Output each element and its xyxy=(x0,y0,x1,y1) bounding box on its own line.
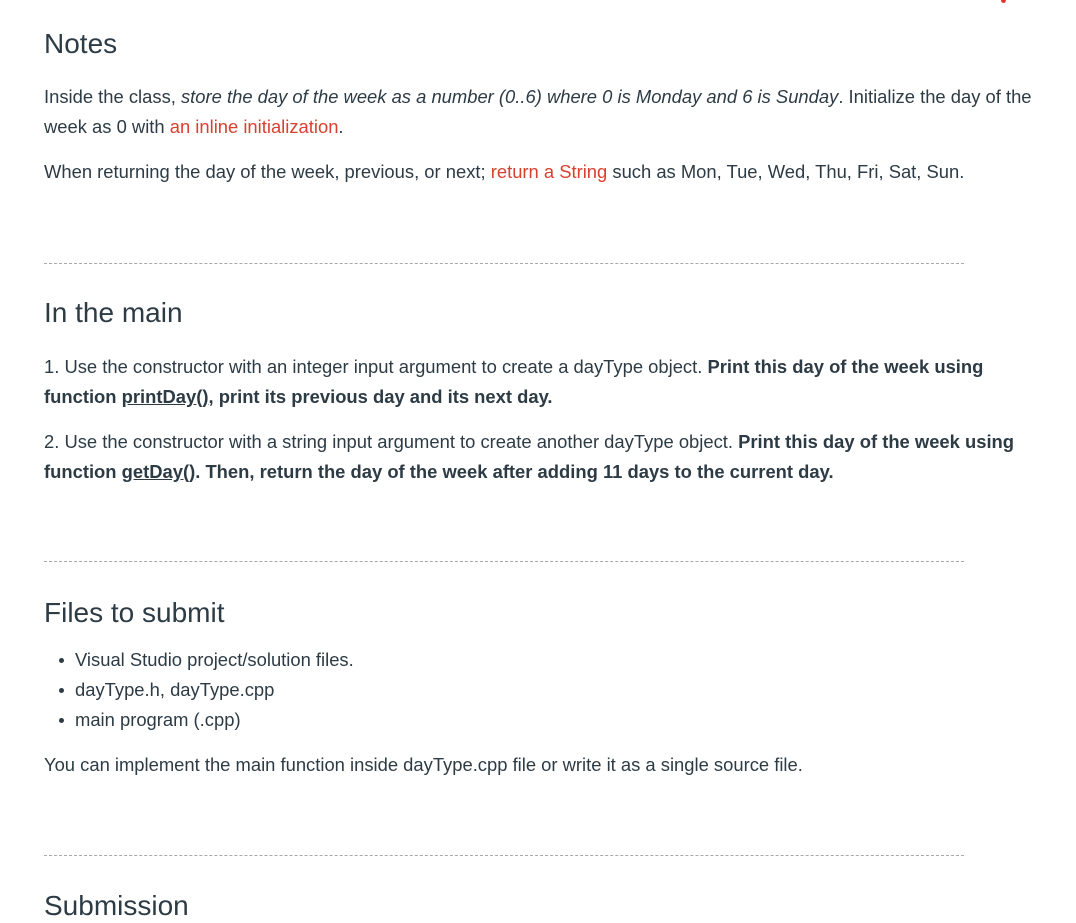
inline-initialization-highlight: an inline initialization xyxy=(169,116,339,137)
getday-function-name: getDay() xyxy=(121,461,196,482)
printday-function-name: printDay() xyxy=(121,386,209,407)
section-divider-2 xyxy=(44,561,964,562)
section-divider-3 xyxy=(44,855,964,856)
section-divider-1 xyxy=(44,263,964,264)
red-mark-dot xyxy=(1001,0,1006,3)
notes-heading: Notes xyxy=(44,28,118,59)
notes-paragraph-2: When returning the day of the week, previous, or next; return a String such as Mon, Tue, Wed, Thu, Fri, Sat, Sun. xyxy=(44,161,965,182)
list-item: main program (.cpp) xyxy=(44,705,354,735)
notes-paragraph-1-line-1: Inside the class, store the day of the week as a number (0..6) where 0 is Monday and 6 is Sunday. Initialize the day of the xyxy=(44,86,1032,107)
files-note: You can implement the main function inside dayType.cpp file or write it as a single source file. xyxy=(44,754,803,775)
main-item-2-line-1: 2. Use the constructor with a string input argument to create another dayType object. Print this day of the week using xyxy=(44,431,1015,452)
notes-paragraph-1-line-2: week as 0 with an inline initialization. xyxy=(44,116,344,137)
list-item: dayType.h, dayType.cpp xyxy=(44,675,354,705)
main-item-2-line-2: function getDay(). Then, return the day of the week after adding 11 days to the current day. xyxy=(44,461,834,482)
main-item-1-line-1: 1. Use the constructor with an integer input argument to create a dayType object. Print this day of the week using xyxy=(44,356,984,377)
return-string-highlight: return a String xyxy=(490,161,608,182)
files-list xyxy=(44,645,354,735)
submission-heading: Submission xyxy=(44,890,189,921)
main-item-1-line-2: function printDay(), print its previous day and its next day. xyxy=(44,386,553,407)
storage-rule-italic: store the day of the week as a number (0..6) where 0 is Monday and 6 is Sunday xyxy=(180,86,839,107)
list-item: Visual Studio project/solution files. xyxy=(44,645,354,675)
files-heading: Files to submit xyxy=(44,597,225,628)
main-heading: In the main xyxy=(44,297,183,328)
